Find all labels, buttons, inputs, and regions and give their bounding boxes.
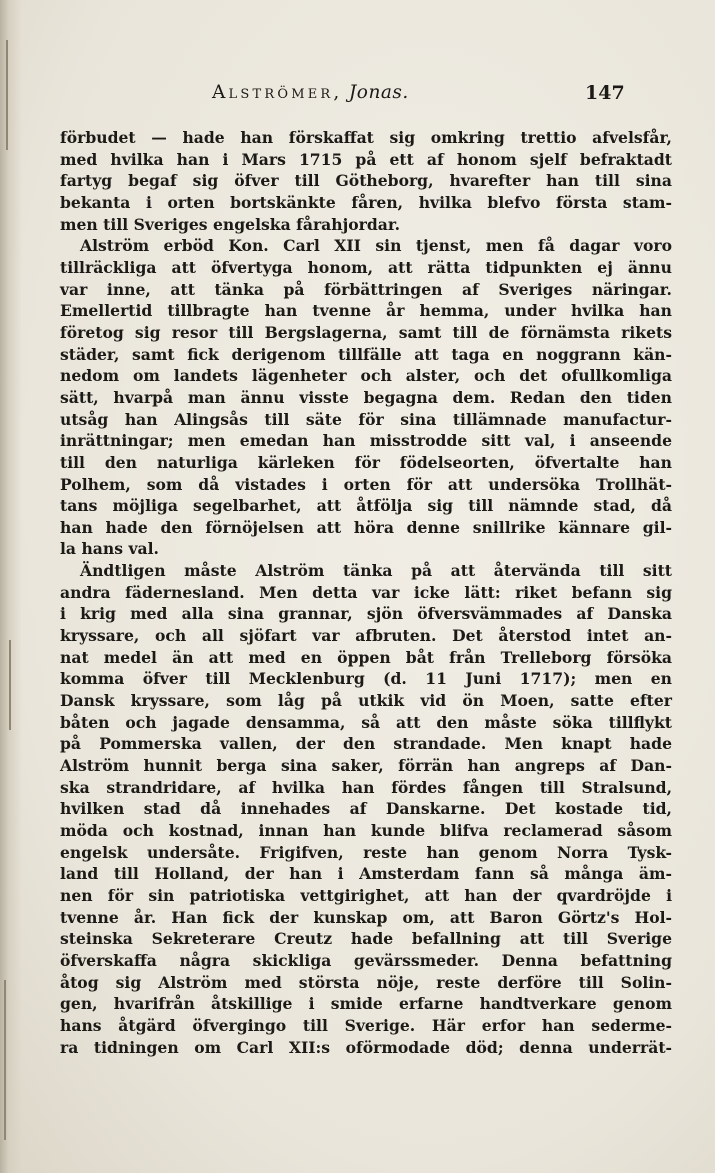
text-line: företog sig resor till Bergslagerna, samt till de förnämsta rikets xyxy=(60,322,672,342)
text-line: Dansk kryssare, som låg på utkik vid ön Moen, satte efter xyxy=(60,691,672,711)
text-line: möda och kostnad, innan han kunde blifva reclamerad såsom xyxy=(60,821,672,840)
text-line: ra tidningen om Carl XII:s oförmodade död; denna underrät- xyxy=(60,1037,672,1057)
text-line: tillräckliga att öfvertyga honom, att rätta tidpunkten ej ännu xyxy=(60,257,672,277)
text-line: Alström hunnit berga sina saker, förrän han angreps af Dan- xyxy=(60,756,672,776)
text-line: andra fädernesland. Men detta var icke lätt: riket befann sig xyxy=(60,582,672,602)
running-head-name: Alströmer, xyxy=(212,82,343,103)
paragraph-first-line: Ändtligen måste Alström tänka på att återvända till sitt xyxy=(80,561,672,581)
text-line: engelsk undersåte. Frigifven, reste han genom Norra Tysk- xyxy=(60,842,672,862)
text-line: var inne, att tänka på förbättringen af Sveriges näringar. xyxy=(60,279,672,299)
page-header xyxy=(0,80,715,110)
text-line: nat medel än att med en öppen båt från Trelleborg försöka xyxy=(60,647,672,667)
paragraph-first-line: Alström erböd Kon. Carl XII sin tjenst, men få dagar voro xyxy=(80,236,672,256)
text-line: tvenne år. Han fick der kunskap om, att Baron Görtz's Hol- xyxy=(60,907,672,927)
text-line: Emellertid tillbragte han tvenne år hemma, under hvilka han xyxy=(60,301,672,321)
body-text xyxy=(60,127,672,1058)
text-line: på Pommerska vallen, der den strandade. Men knapt hade xyxy=(60,734,672,754)
text-line: la hans val. xyxy=(60,539,159,559)
text-line: i krig med alla sina grannar, sjön öfversvämmades af Danska xyxy=(60,604,672,624)
text-line: ska strandridare, af hvilka han fördes fången till Stralsund, xyxy=(60,777,672,797)
text-line: städer, samt fick derigenom tillfälle att taga en noggrann kän- xyxy=(60,344,672,364)
text-line: bekanta i orten bortskänkte fåren, hvilka blefvo första stam- xyxy=(60,192,672,212)
text-line: han hade den förnöjelsen att höra denne snillrike kännare gil- xyxy=(60,517,672,537)
text-line: inrättningar; men emedan han misstrodde sitt val, i anseende xyxy=(60,431,672,451)
page-number: 147 xyxy=(585,82,625,104)
text-line: nedom om landets lägenheter och alster, och det ofullkomliga xyxy=(60,366,672,386)
text-line: öfverskaffa några skickliga gevärssmeder. Denna befattning xyxy=(60,950,672,970)
text-line: kryssare, och all sjöfart var afbruten. Det återstod intet an- xyxy=(60,626,672,646)
margin-mark xyxy=(4,980,6,1140)
text-line: förbudet — hade han förskaffat sig omkring trettio afvelsfår, xyxy=(60,128,672,147)
text-line: nen för sin patriotiska vettgirighet, att han der qvardröjde i xyxy=(60,885,672,905)
running-head xyxy=(212,82,409,103)
text-line: hvilken stad då innehades af Danskarne. Det kostade tid, xyxy=(60,799,672,819)
text-line: utsåg han Alingsås till säte för sina tillämnade manufactur- xyxy=(60,409,672,429)
text-line: fartyg begaf sig öfver till Götheborg, hvarefter han till sina xyxy=(60,171,672,191)
text-line: med hvilka han i Mars 1715 på ett af honom sjelf befraktadt xyxy=(60,149,672,169)
text-line: hans åtgärd öfvergingo till Sverige. Här erfor han sederme- xyxy=(60,1015,672,1035)
text-line: sätt, hvarpå man ännu visste begagna dem. Redan den tiden xyxy=(60,387,672,407)
text-line: gen, hvarifrån åtskillige i smide erfarne handtverkare genom xyxy=(60,994,672,1014)
margin-mark xyxy=(9,640,11,730)
text-line: åtog sig Alström med största nöje, reste derföre till Solin- xyxy=(60,972,672,992)
text-line: komma öfver till Mecklenburg (d. 11 Juni 1717); men en xyxy=(60,669,672,689)
text-line: steinska Sekreterare Creutz hade befallning att till Sverige xyxy=(60,929,672,949)
text-line: båten och jagade densamma, så att den måste söka tillflykt xyxy=(60,712,672,732)
text-line: land till Holland, der han i Amsterdam fann så många äm- xyxy=(60,864,672,884)
text-line: Polhem, som då vistades i orten för att undersöka Trollhät- xyxy=(60,474,672,494)
text-line: tans möjliga segelbarhet, att åtfölja sig till nämnde stad, då xyxy=(60,496,672,516)
text-line: till den naturliga kärleken för födelseorten, öfvertalte han xyxy=(60,452,672,472)
running-head-given-name: Jonas. xyxy=(348,82,409,103)
text-line: men till Sveriges engelska fårahjordar. xyxy=(60,214,401,234)
